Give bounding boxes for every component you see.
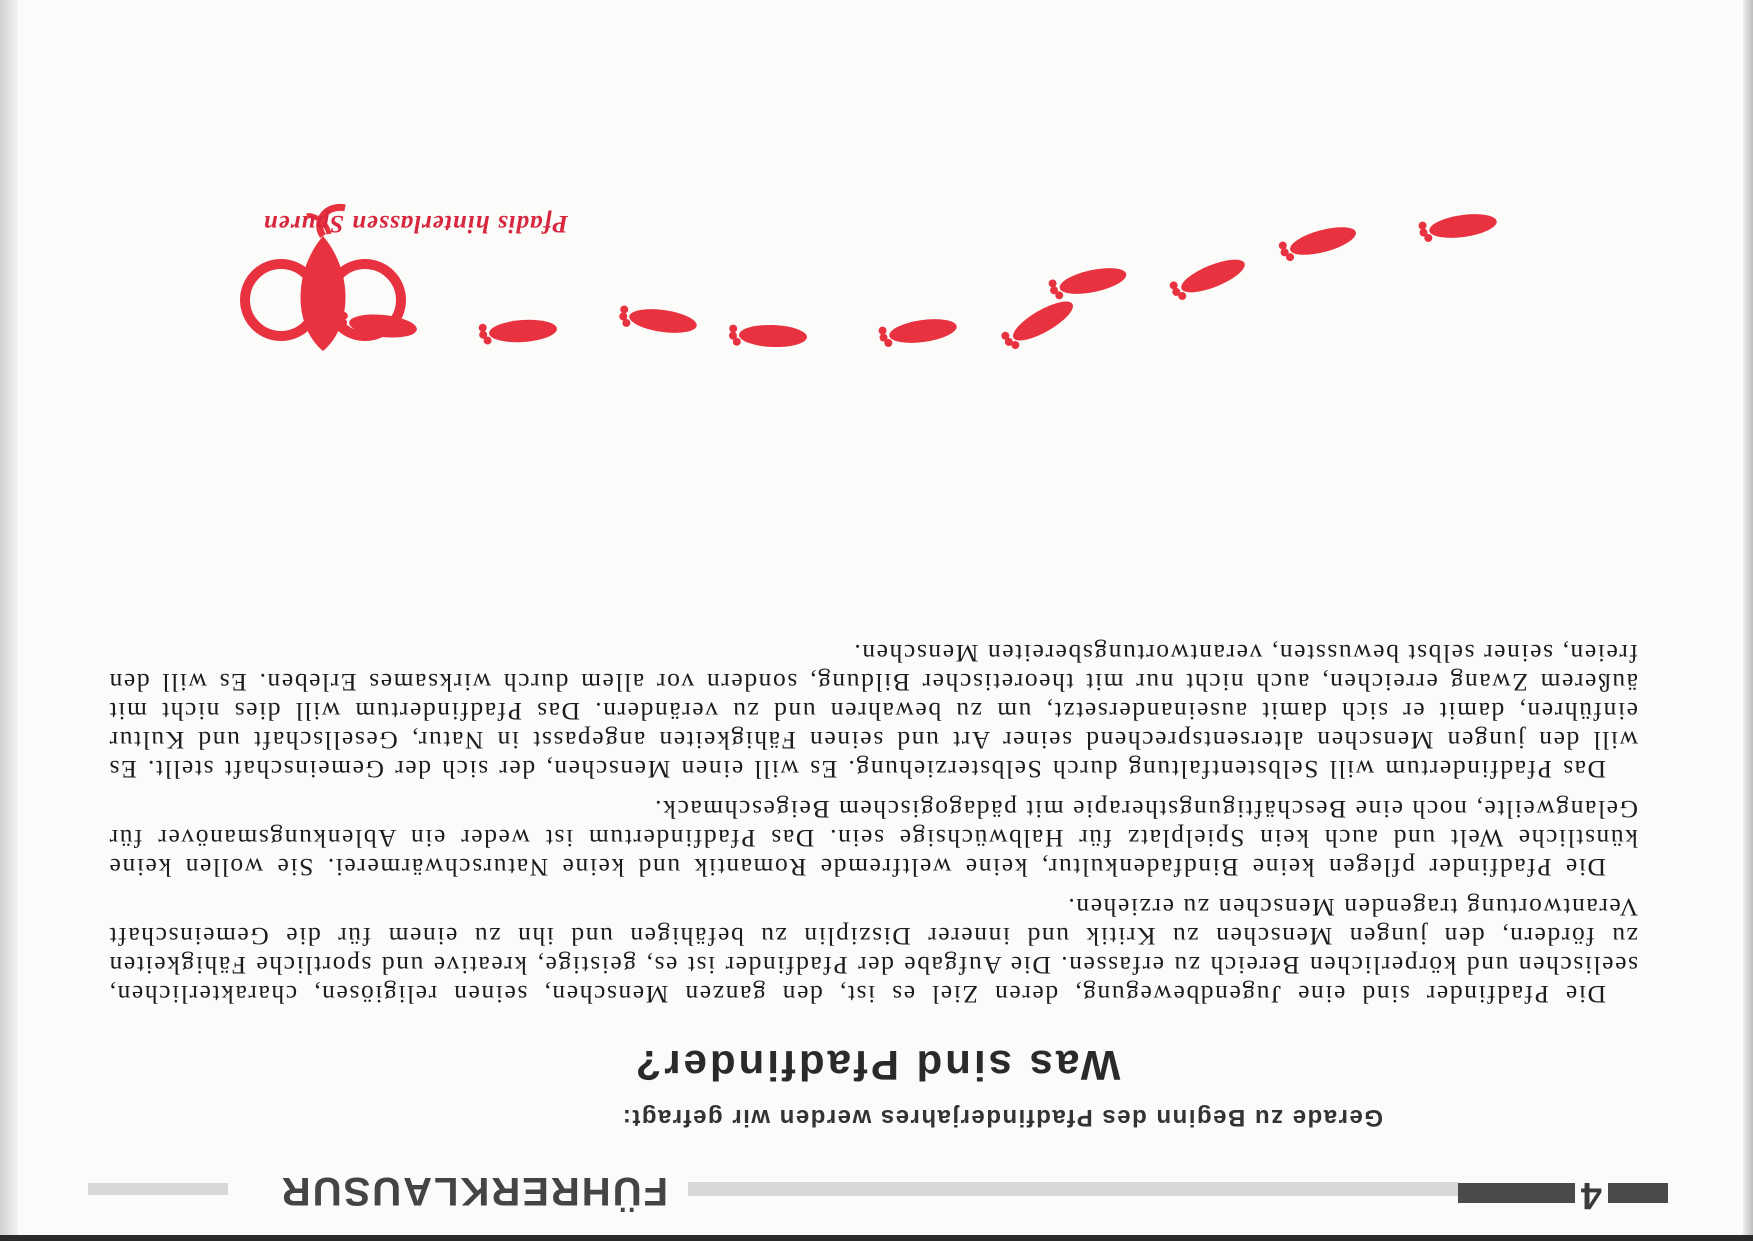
intro-line: Gerade zu Beginn des Pfadfinderjahres werden wir gefragt: [621, 1104, 1383, 1131]
page-number: 4 [1575, 1175, 1608, 1215]
footprint-icon [1278, 222, 1359, 263]
page-headline: Was sind Pfadfinder? [632, 1042, 1121, 1089]
page-bottom-edge [0, 1235, 1753, 1241]
section-title: FÜHRERKLAUSUR [279, 1169, 668, 1213]
footprint-icon [478, 318, 557, 345]
footprint-icon [1168, 253, 1249, 303]
footprint-icon [618, 304, 698, 337]
paragraph: Die Pfadfinder sind eine Jugendbewegung, deren Ziel es ist, den ganzen Menschen, seinen religiösen, charakterlichen, seelischen und körperlichen Bereich zu erfassen. Die Aufgabe der Pfadfinder ist es, geistige, kreative und sportliche Fähigkeiten zu fördern, den jungen Menschen zu Kritik und innerer Disziplin zu befähigen und ihn zu einem für die Gemeinschaft Verantwortung tragenden Menschen zu erziehen. [108, 893, 1638, 1009]
paragraph: Das Pfadfindertum will Selbstentfaltung durch Selbsterziehung. Es will einen Menschen, der sich der Gemeinschaft stellt. Es will den jungen Menschen altersentsprechend seiner Art und seinen Fähigkeiten angepasst in Natur, Gesellschaft und Kultur einführen, damit er sich damit auseinandersetzt, um zu bewahren und zu verändern. Das Pfadfindertum will dies nicht mit äußerem Zwang erreichen, auch nicht nur mit theoretischer Bildung, sondern vor allem durch wirksames Erleben. Es will den freien, seiner selbst bewussten, verantwortungsbereiten Menschen. [108, 639, 1638, 784]
footprint-icon [1048, 263, 1129, 301]
paragraph: Die Pfadfinder pflegen keine Bindfadenkultur, keine weltfremde Romantik und keine Naturschwärmerei. Sie wollen keine künstliche Welt und auch kein Spielplatz für Halbwüchsige sein. Das Pfadfindertum ist weder ein Ablenkungsmanöver für Gelangweilte, noch eine Beschäftigungstherapie mit pädagogischem Beigeschmack. [108, 795, 1638, 882]
tagline: Pfadis hinterlassen Spuren [262, 210, 568, 237]
footprint-icon [1418, 210, 1498, 243]
footprint-icon [729, 323, 808, 348]
footprint-icon [999, 294, 1078, 352]
footprint-icon [878, 315, 958, 348]
